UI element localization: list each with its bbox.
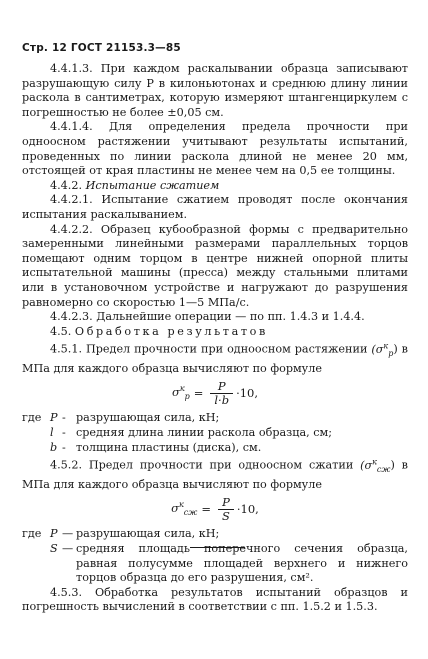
def-symbol: b	[50, 440, 58, 454]
paragraph-4-5-1	[22, 339, 408, 376]
def-dash: -	[62, 426, 66, 440]
heading-4-4-2	[22, 179, 408, 194]
formula-tension-sup: к	[179, 384, 185, 394]
sigma-compression-symbol: (σ	[360, 458, 373, 472]
def-symbol: S	[50, 541, 58, 555]
paragraph-4-5-1-tail: ) в МПа для каждого образца вычисляют по формуле	[22, 343, 408, 375]
formula-compression-lhs	[171, 498, 197, 521]
sigma-tension-inline	[371, 341, 394, 359]
heading-4-4-2-title: Испытание сжатием	[85, 178, 220, 192]
paragraph-4-5-3: 4.5.3. Обработка результатов испытаний образцов и погрешность вычислений в соответствии с пп. 1.5.2 и 1.5.3.	[22, 585, 408, 614]
formula-tension-lhs	[172, 382, 190, 405]
formula-tension-numerator: P	[217, 378, 226, 393]
paragraph-4-4-1-4: 4.4.1.4. Для определения предела прочности при одноосном растяжении учитывают результаты испытаний, проведенных по линии раскола длиной не менее 20 мм, отстоящей от края пластины не менее чем на 0,5 ее толщины.	[22, 120, 408, 178]
def-symbol: l	[50, 426, 54, 440]
formula-compression-numerator: P	[222, 494, 230, 509]
formula-compression-equals: =	[201, 502, 211, 517]
formula-tension	[22, 378, 408, 408]
sigma-tension-sub: р	[388, 349, 394, 359]
def-text: средняя площадь поперечного сечения образца, равная полусумме площадей верхнего и нижнего торцов образца до его разрушения, см².	[76, 541, 408, 585]
where-label-2: где	[22, 527, 42, 541]
paragraph-4-4-2-3: 4.4.2.3. Дальнейшие операции — по пп. 1.4.3 и 1.4.4.	[50, 310, 365, 324]
def-dash: -	[62, 440, 66, 454]
paragraph-4-4-1-3: 4.4.1.3. При каждом раскалывании образца записывают разрушающую силу Р в килоньютонах и среднюю длину линии раскола в сантиметрах, которую измеряют штангенциркулем с погрешностью не более ±0,05 см.	[22, 62, 408, 119]
formula-compression-fraction	[218, 496, 234, 523]
paragraph-4-4-2-1: 4.4.2.1. Испытание сжатием проводят после окончания испытания раскалыванием.	[22, 193, 408, 221]
sigma-tension-sup: к	[383, 341, 389, 351]
def-text: средняя длина линии раскола образца, см;	[76, 426, 332, 440]
where-label-1: где	[22, 411, 42, 425]
def-dash: —	[62, 541, 74, 555]
def-text: толщина пластины (диска), см.	[76, 440, 262, 454]
formula-compression-sup: к	[179, 500, 184, 510]
def-dash: —	[62, 527, 74, 541]
document-body	[22, 62, 408, 615]
sigma-compression-sup: к	[372, 457, 377, 467]
formula-tension-tail: ·10,	[236, 386, 259, 401]
sigma-tension-symbol: (σ	[371, 343, 384, 357]
sigma-compression-sub: сж	[376, 465, 391, 475]
paragraph-4-5-2-tail: ) в МПа для каждого образца вычисляют по формуле	[22, 458, 408, 491]
def-symbol: P	[50, 527, 58, 541]
formula-tension-equals: =	[193, 386, 204, 401]
heading-4-5-number: 4.5.	[50, 324, 72, 338]
formula-compression	[22, 494, 408, 524]
paragraph-4-5-2	[22, 455, 408, 492]
heading-4-5	[22, 325, 408, 340]
formula-tension-sigma: σ	[171, 384, 180, 399]
def-dash: -	[62, 411, 66, 425]
heading-4-5-title: Обработка результатов	[74, 324, 268, 338]
definitions-compression	[22, 527, 408, 585]
end-rule-divider	[190, 547, 245, 548]
paragraph-4-4-2-2: 4.4.2.2. Образец кубообразной формы с предварительно замеренными линейными размерами параллельных торцов помещают одним торцом в центре нижней опорной плиты испытательной машины (пресса) между стальными плитами или в установочном устройстве и нагружают до разрушения равномерно со скоростью 1—5 МПа/с.	[22, 222, 408, 309]
page-header: Стр. 12 ГОСТ 21153.3—85	[22, 42, 181, 54]
def-text: разрушающая сила, кН;	[76, 411, 220, 425]
definitions-tension	[22, 411, 408, 455]
paragraph-4-5-2-text: 4.5.2. Предел прочности при одноосном сжатии	[50, 458, 354, 472]
formula-compression-sub: сж	[183, 508, 198, 518]
heading-4-4-2-number: 4.4.2.	[50, 178, 83, 192]
formula-tension-denominator: l·b	[210, 393, 233, 407]
formula-compression-tail: ·10,	[236, 502, 259, 517]
formula-compression-denominator: S	[218, 509, 234, 523]
formula-tension-sub: р	[184, 392, 190, 402]
sigma-compression-inline	[360, 457, 391, 475]
formula-tension-fraction	[210, 380, 233, 407]
def-symbol: P	[50, 411, 58, 425]
def-text: разрушающая сила, кН;	[76, 527, 220, 541]
formula-compression-sigma: σ	[171, 500, 179, 515]
paragraph-4-5-1-text: 4.5.1. Предел прочности при одноосном растяжении	[50, 343, 368, 357]
